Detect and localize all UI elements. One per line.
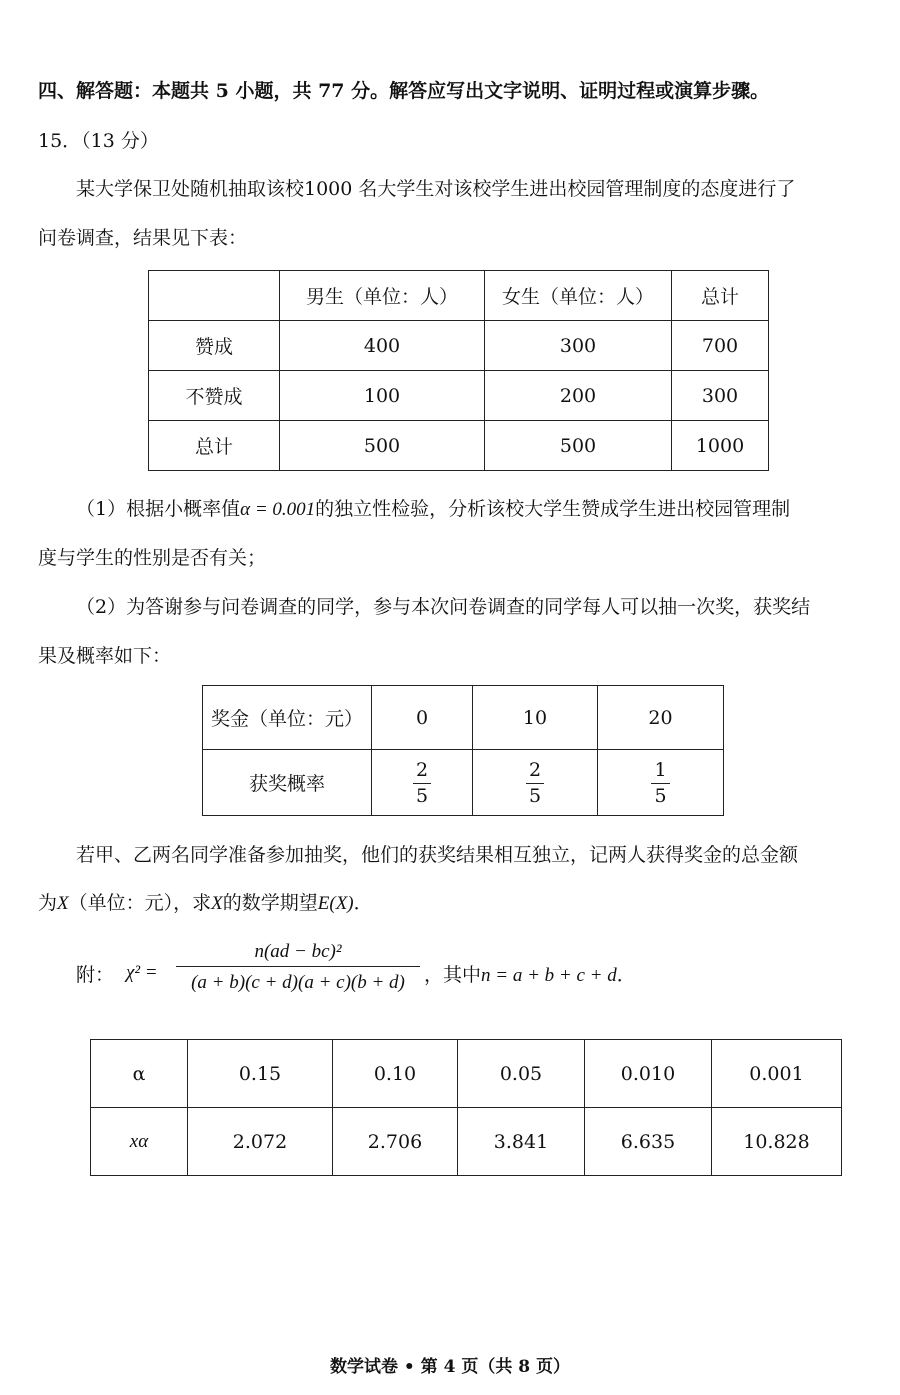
part2-line1: （2）为答谢参与问卷调查的同学，参与本次问卷调查的同学每人可以抽一次奖，获奖结 — [76, 596, 811, 618]
alpha-value: 0.001 — [712, 1040, 842, 1108]
part1-alpha-expr: α = 0.001 — [240, 499, 316, 520]
critical-value: 2.072 — [188, 1108, 333, 1176]
table-row — [149, 421, 769, 471]
alpha-label: α — [91, 1040, 188, 1108]
prize-amount: 10 — [473, 686, 598, 750]
q-text-a: 为 — [38, 892, 58, 914]
survey-row-label: 不赞成 — [149, 371, 280, 421]
part2-line2: 果及概率如下： — [38, 645, 172, 667]
n-definition: n = a + b + c + d — [481, 965, 617, 986]
survey-cell: 100 — [280, 371, 485, 421]
prize-amount: 0 — [372, 686, 473, 750]
survey-header-row — [149, 271, 769, 321]
survey-row-label: 赞成 — [149, 321, 280, 371]
survey-header-cell: 女生（单位：人） — [485, 271, 672, 321]
survey-cell: 500 — [280, 421, 485, 471]
fraction-denominator: 5 — [528, 784, 542, 807]
part2-question-line1: 若甲、乙两名同学准备参加抽奖，他们的获奖结果相互独立，记两人获得奖金的总金额 — [76, 844, 799, 866]
table-row — [149, 321, 769, 371]
fraction-numerator: 2 — [526, 760, 544, 784]
table-row — [91, 1108, 842, 1176]
alpha-value: 0.010 — [585, 1040, 712, 1108]
var-x: X — [57, 893, 69, 914]
var-x: X — [211, 893, 223, 914]
survey-cell: 400 — [280, 321, 485, 371]
critical-value: 2.706 — [333, 1108, 458, 1176]
table-row — [203, 686, 724, 750]
fraction-numerator: 2 — [413, 760, 431, 784]
formula-end: ． — [616, 964, 636, 986]
survey-table — [148, 270, 769, 471]
q-text-end: ． — [353, 892, 373, 914]
critical-value: 10.828 — [712, 1108, 842, 1176]
probability-fraction — [526, 760, 544, 807]
fraction-denominator: 5 — [654, 784, 667, 807]
table-row — [91, 1040, 842, 1108]
problem-intro-line1: 某大学保卫处随机抽取该校1000 名大学生对该校学生进出校园管理制度的态度进行了 — [76, 178, 796, 200]
formula-numerator: n(ad − bc)² — [176, 941, 420, 967]
alpha-value: 0.05 — [458, 1040, 585, 1108]
probability-fraction — [651, 760, 669, 807]
probability-cell — [473, 750, 598, 816]
survey-cell: 300 — [672, 371, 769, 421]
part1-suffix: 的独立性检验，分析该校大学生赞成学生进出校园管理制 — [315, 498, 791, 520]
formula-denominator: (a + b)(c + d)(a + c)(b + d) — [191, 972, 405, 993]
formula-tail-line — [424, 960, 636, 987]
prize-amount: 20 — [598, 686, 724, 750]
problem-number: 15．（13 分） — [38, 130, 159, 152]
probability-fraction — [413, 760, 431, 807]
prize-row-label: 获奖概率 — [203, 750, 372, 816]
survey-header-cell — [149, 271, 280, 321]
formula-tail: ，其中 — [424, 964, 482, 986]
survey-cell: 200 — [485, 371, 672, 421]
x-alpha-label: xα — [91, 1108, 188, 1176]
survey-header-cell: 总计 — [672, 271, 769, 321]
probability-cell — [372, 750, 473, 816]
part2-question-line2 — [38, 888, 373, 915]
q-text-b: （单位：元），求 — [68, 892, 212, 914]
table-row — [203, 750, 724, 816]
formula-lhs: χ² = — [126, 962, 158, 983]
critical-value-table — [90, 1039, 842, 1176]
critical-value: 3.841 — [458, 1108, 585, 1176]
q-text-c: 的数学期望 — [222, 892, 318, 914]
table-row — [149, 371, 769, 421]
survey-cell: 300 — [485, 321, 672, 371]
prize-row-label: 奖金（单位：元） — [203, 686, 372, 750]
survey-cell: 500 — [485, 421, 672, 471]
critical-value: 6.635 — [585, 1108, 712, 1176]
expectation-expr: E(X) — [317, 893, 354, 914]
alpha-value: 0.10 — [333, 1040, 458, 1108]
page-footer: 数学试卷 • 第 4 页（共 8 页） — [329, 1357, 571, 1377]
fraction-denominator: 5 — [415, 784, 429, 807]
probability-cell — [598, 750, 724, 816]
formula-label: 附： — [76, 964, 115, 986]
survey-cell: 1000 — [672, 421, 769, 471]
alpha-value: 0.15 — [188, 1040, 333, 1108]
survey-header-cell: 男生（单位：人） — [280, 271, 485, 321]
part1-line1 — [76, 494, 790, 521]
part1-line2: 度与学生的性别是否有关； — [38, 547, 267, 569]
chi-square-fraction — [176, 941, 420, 994]
survey-row-label: 总计 — [149, 421, 280, 471]
survey-cell: 700 — [672, 321, 769, 371]
fraction-numerator: 1 — [651, 760, 669, 784]
part1-prefix: （1）根据小概率值 — [76, 498, 241, 520]
problem-intro-line2: 问卷调查，结果见下表： — [38, 227, 248, 249]
prize-table — [202, 685, 724, 816]
section-heading: 四、解答题：本题共 5 小题，共 77 分。解答应写出文字说明、证明过程或演算步骤。 — [38, 80, 770, 102]
